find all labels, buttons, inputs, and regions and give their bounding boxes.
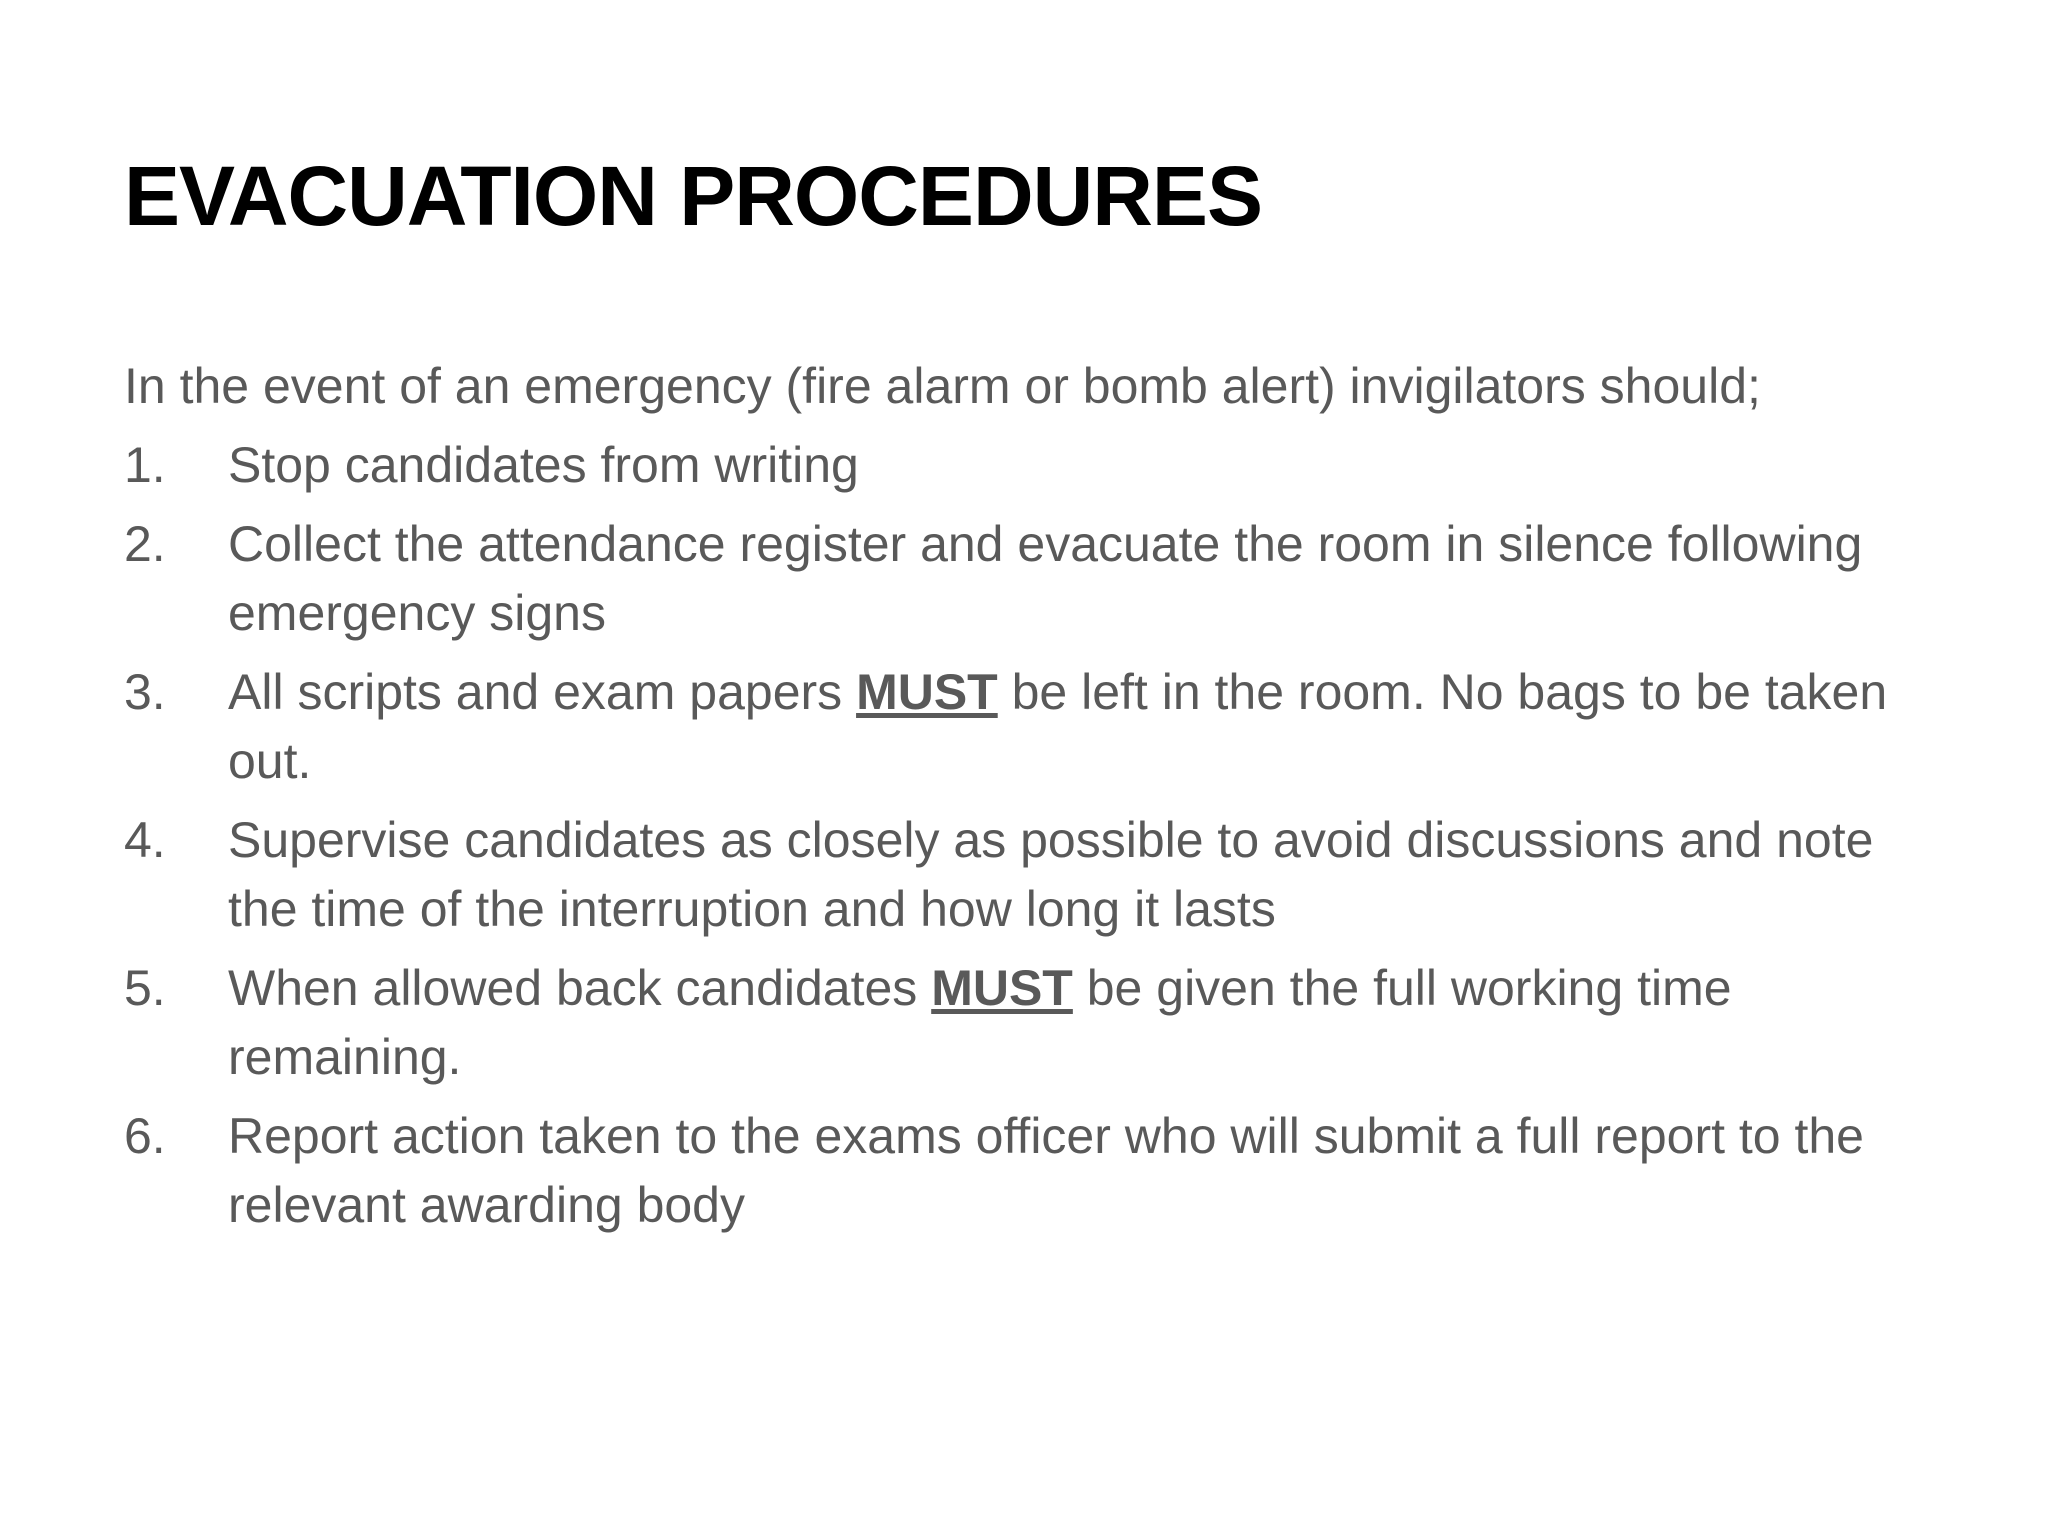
item-text <box>228 437 859 493</box>
item-number: 5. <box>124 960 166 1016</box>
item-text-part: Supervise candidates as closely as possible to avoid discussions and note the time of the interruption and how long it lasts <box>228 812 1874 937</box>
item-text-part: be left in the room. No bags to be taken out. <box>228 664 1888 789</box>
item-text-part: When allowed back candidates <box>228 960 932 1016</box>
item-text <box>228 960 1732 1085</box>
item-text-part: Report action taken to the exams officer who will submit a full report to the relevant awarding body <box>228 1108 1864 1233</box>
item-text-part: All scripts and exam papers <box>228 664 857 720</box>
item-text <box>228 664 1887 789</box>
emphasis-must: MUST <box>931 960 1073 1016</box>
list-item-1 <box>124 431 1944 500</box>
item-number: 3. <box>124 664 166 720</box>
list-item-6 <box>124 1102 1944 1240</box>
procedure-list <box>124 431 1964 1240</box>
item-number: 4. <box>124 812 166 868</box>
emphasis-must: MUST <box>856 664 998 720</box>
item-number: 6. <box>124 1108 166 1164</box>
list-item-2 <box>124 510 1944 648</box>
item-number: 2. <box>124 516 166 572</box>
item-text-part: Collect the attendance register and evacuate the room in silence following emergency signs <box>228 516 1863 641</box>
item-text <box>228 812 1873 937</box>
list-item-5 <box>124 954 1944 1092</box>
item-text-part: Stop candidates from writing <box>228 437 859 493</box>
intro-text: In the event of an emergency (fire alarm or bomb alert) invigilators should; <box>124 358 1761 414</box>
item-text <box>228 1108 1864 1233</box>
list-item-3 <box>124 658 1944 796</box>
slide-body <box>124 352 1964 1250</box>
item-number: 1. <box>124 437 166 493</box>
item-text-part: be given the full working time remaining. <box>228 960 1732 1085</box>
slide-title: EVACUATION PROCEDURES <box>124 149 1262 243</box>
list-item-4 <box>124 806 1944 944</box>
item-text <box>228 516 1862 641</box>
